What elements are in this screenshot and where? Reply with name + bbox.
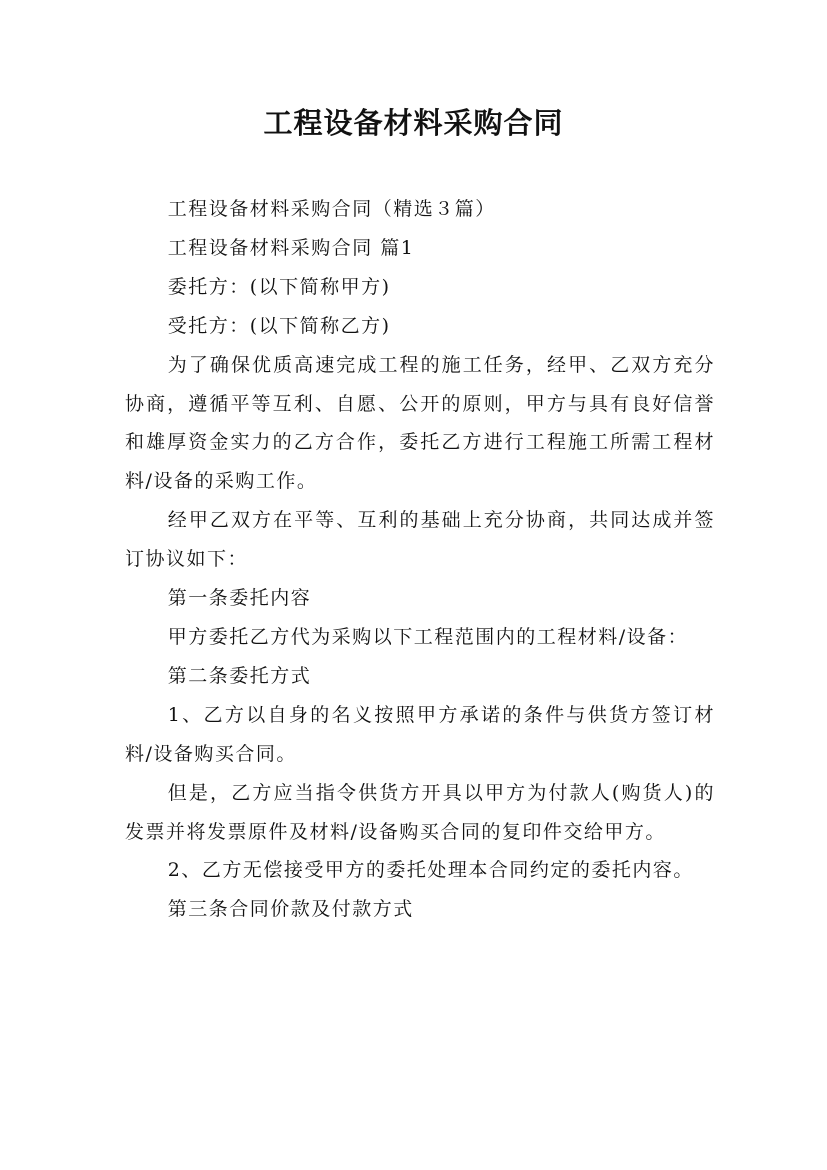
document-title: 工程设备材料采购合同	[263, 106, 564, 140]
article-2-heading: 第二条委托方式	[167, 664, 312, 687]
article-3-heading: 第三条合同价款及付款方式	[167, 898, 414, 921]
section-heading-part-1: 工程设备材料采购合同 篇1	[167, 236, 415, 259]
document-body	[125, 190, 715, 929]
agreement-intro-paragraph: 经甲乙双方在平等、互利的基础上充分协商，共同达成并签订协议如下：	[125, 509, 715, 571]
agent-party-line: 受托方：(以下简称乙方)	[167, 314, 391, 337]
subtitle-paragraph: 工程设备材料采购合同（精选３篇）	[167, 198, 496, 220]
article-2-clause-1-proviso: 但是，乙方应当指令供货方开具以甲方为付款人(购货人)的发票并将发票原件及材料/设备购买合同的复印件交给甲方。	[125, 781, 715, 843]
article-1-paragraph: 甲方委托乙方代为采购以下工程范围内的工程材料/设备：	[167, 625, 689, 648]
article-2-clause-2: 2、乙方无偿接受甲方的委托处理本合同约定的委托内容。	[167, 859, 694, 882]
article-2-clause-1: 1、乙方以自身的名义按照甲方承诺的条件与供货方签订材料/设备购买合同。	[125, 703, 715, 765]
preamble-paragraph: 为了确保优质高速完成工程的施工任务，经甲、乙双方充分协商，遵循平等互利、自愿、公开的原则，甲方与具有良好信誉和雄厚资金实力的乙方合作，委托乙方进行工程施工所需工程材料/设备的采购工作。	[125, 353, 715, 493]
principal-party-line: 委托方：(以下简称甲方)	[167, 275, 391, 298]
article-1-heading: 第一条委托内容	[167, 587, 312, 610]
